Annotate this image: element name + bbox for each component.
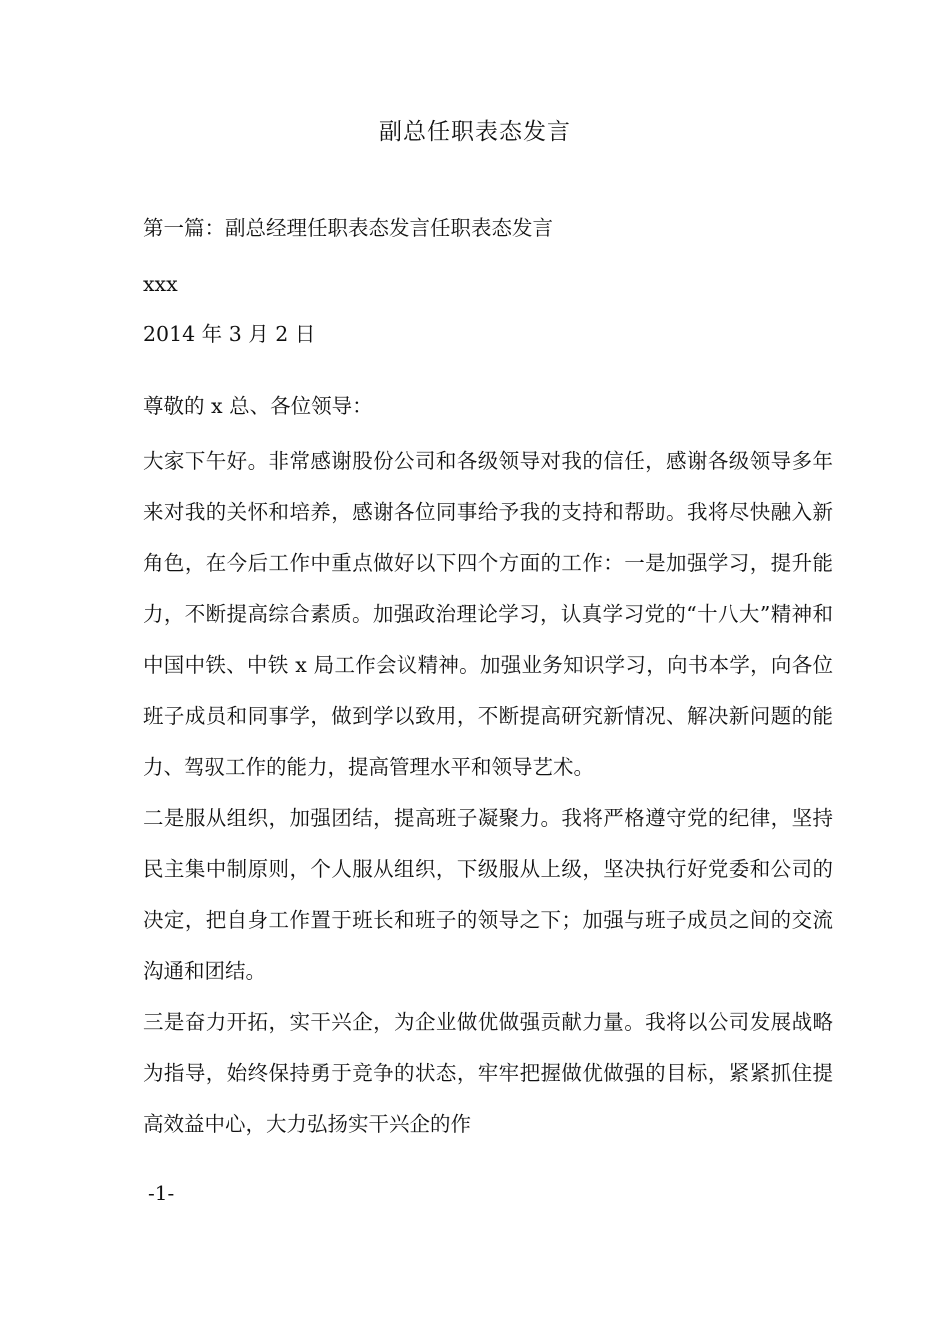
author-line: xxx	[143, 272, 178, 296]
date-line: 2014 年 3 月 2 日	[143, 322, 316, 346]
section-heading: 第一篇：副总经理任职表态发言任职表态发言	[143, 216, 553, 240]
page-number: -1-	[148, 1181, 175, 1205]
paragraph: 大家下午好。非常感谢股份公司和各级领导对我的信任，感谢各级领导多年来对我的关怀和培养，感谢各位同事给予我的支持和帮助。我将尽快融入新角色，在今后工作中重点做好以下四个方面的工作：一是加强学习，提升能力，不断提高综合素质。加强政治理论学习，认真学习党的“十八大”精神和中国中铁、中铁 x 局工作会议精神。加强业务知识学习，向书本学，向各位班子成员和同事学，做到学以致用，不断提高研究新情况、解决新问题的能力、驾驭工作的能力，提高管理水平和领导艺术。	[143, 449, 833, 779]
body-text	[143, 436, 833, 1150]
paragraph: 三是奋力开拓，实干兴企，为企业做优做强贡献力量。我将以公司发展战略为指导，始终保持勇于竞争的状态，牢牢把握做优做强的目标，紧紧抓住提高效益中心，大力弘扬实干兴企的作	[143, 1010, 833, 1136]
document-title: 副总任职表态发言	[379, 119, 571, 145]
salutation: 尊敬的 x 总、各位领导：	[143, 394, 373, 418]
paragraph: 二是服从组织，加强团结，提高班子凝聚力。我将严格遵守党的纪律，坚持民主集中制原则，个人服从组织，下级服从上级，坚决执行好党委和公司的决定，把自身工作置于班长和班子的领导之下；加强与班子成员之间的交流沟通和团结。	[143, 806, 833, 983]
